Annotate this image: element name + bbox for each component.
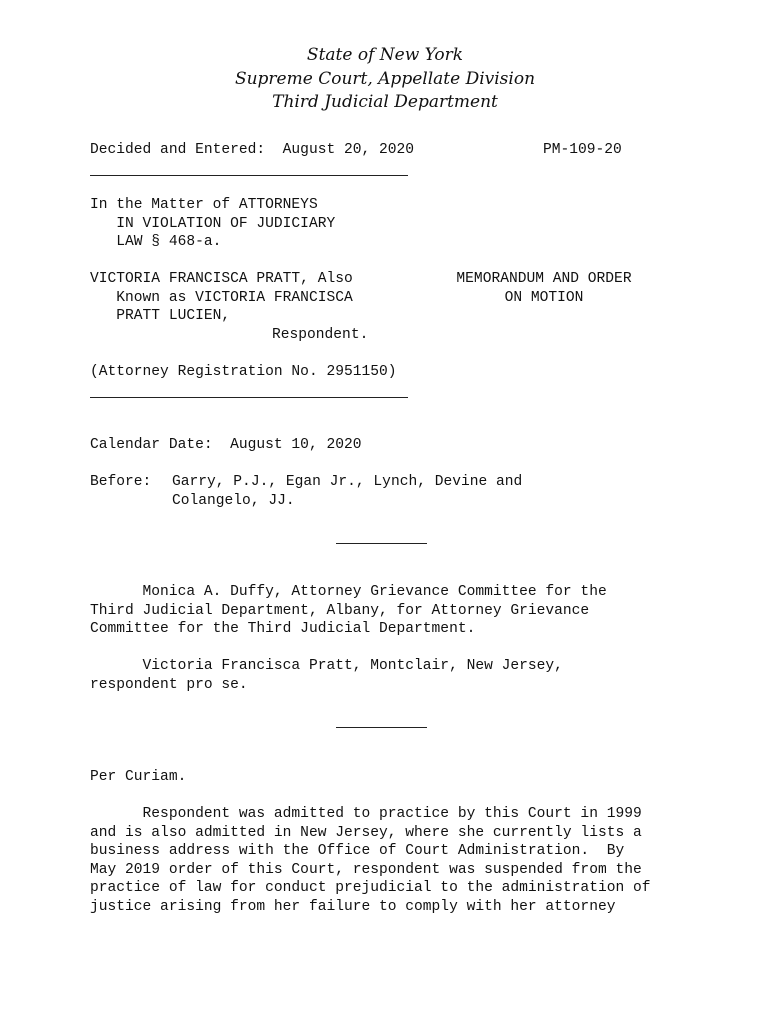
respondent-appearance: [90, 657, 563, 694]
calendar-label: Calendar Date:: [90, 437, 213, 453]
appearance-line: Committee for the Third Judicial Department.: [90, 621, 476, 637]
decided-label: Decided and Entered:: [90, 142, 266, 158]
justices-line: Garry, P.J., Egan Jr., Lynch, Devine and: [172, 474, 523, 490]
respondent-line: Known as VICTORIA FRANCISCA: [90, 289, 353, 306]
before-label: Before:: [90, 474, 152, 490]
respondent-line: PRATT LUCIEN,: [90, 308, 231, 324]
decided-date: August 20, 2020: [282, 142, 415, 158]
court-department: Third Judicial Department: [272, 92, 498, 112]
attorney-registration: (Attorney Registration No. 2951150): [90, 364, 397, 380]
matter-line: IN VIOLATION OF JUDICIARY: [90, 215, 336, 232]
opinion-line: May 2019 order of this Court, respondent was suspended from the: [90, 861, 642, 878]
document-type: [444, 270, 644, 307]
justices-line: Colangelo, JJ.: [172, 492, 295, 509]
docket-number: PM-109-20: [543, 142, 622, 158]
opinion-line: practice of law for conduct prejudicial to the administration of: [90, 880, 651, 896]
section-divider: [336, 727, 427, 728]
before-justices: [172, 473, 522, 510]
section-divider: [336, 543, 427, 544]
appearance-line: Victoria Francisca Pratt, Montclair, New Jersey,: [90, 658, 563, 674]
matter-caption: [90, 196, 335, 252]
respondent-line: VICTORIA FRANCISCA PRATT, Also: [90, 271, 353, 287]
caption-top-rule: [90, 175, 408, 176]
opinion-line: justice arising from her failure to comply with her attorney: [90, 898, 616, 915]
document-type-line: MEMORANDUM AND ORDER: [456, 271, 632, 287]
decided-line: [90, 141, 414, 160]
respondent-label: Respondent.: [272, 327, 369, 343]
court-heading: [0, 44, 770, 115]
opinion-line: business address with the Office of Court Administration. By: [90, 843, 625, 859]
court-name: Supreme Court, Appellate Division: [234, 68, 536, 89]
opinion-heading: Per Curiam.: [90, 769, 187, 785]
appearance-line: Monica A. Duffy, Attorney Grievance Committee for the: [90, 584, 607, 600]
appearance-line: Third Judicial Department, Albany, for Attorney Grievance: [90, 602, 590, 619]
document-type-line: ON MOTION: [504, 289, 584, 306]
court-state: State of New York: [306, 45, 464, 65]
respondent-caption: [90, 270, 353, 326]
counsel-appearance: [90, 583, 607, 639]
matter-line: LAW § 468-a.: [90, 234, 222, 250]
opinion-line: Respondent was admitted to practice by this Court in 1999: [90, 806, 642, 822]
opinion-line: and is also admitted in New Jersey, where she currently lists a: [90, 824, 642, 841]
appearance-line: respondent pro se.: [90, 676, 248, 693]
matter-line: In the Matter of ATTORNEYS: [90, 197, 318, 213]
caption-bottom-rule: [90, 397, 408, 398]
calendar-date: August 10, 2020: [230, 437, 362, 453]
opinion-body: [90, 805, 651, 916]
calendar-date-line: [90, 436, 362, 455]
